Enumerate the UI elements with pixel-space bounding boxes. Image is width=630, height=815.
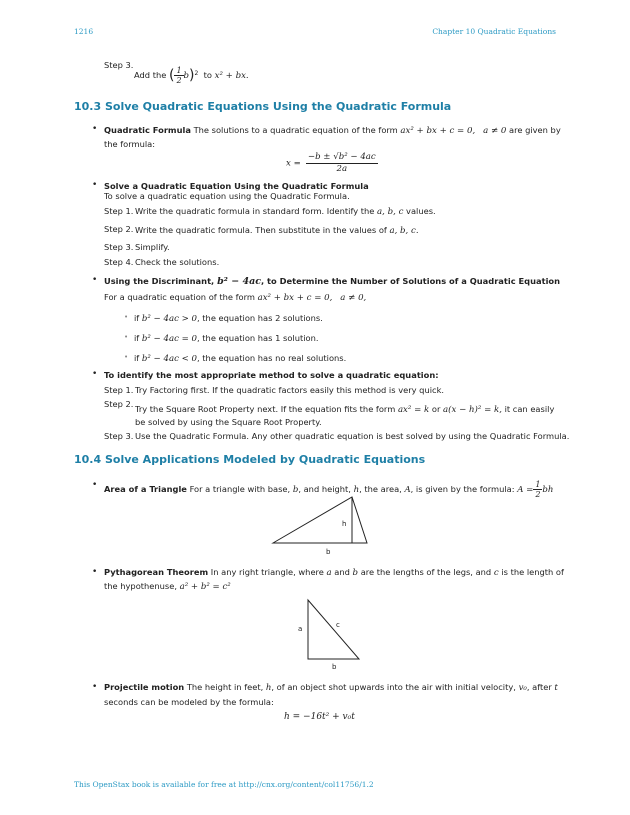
step-label: Step 3. [104,60,134,70]
math: A [404,485,411,495]
bullet: • [92,275,98,285]
frac-den: 2 [176,76,182,85]
text: values. [406,206,436,216]
math: b [352,568,359,578]
condition: a ≠ 0, [340,293,367,303]
condition: a ≠ 0 [483,126,507,136]
triangle-area-diagram [270,495,370,555]
term: Quadratic Formula [104,125,191,135]
intro: To solve a quadratic equation using the Quadratic Formula. [104,191,350,201]
text: , the equation has 2 solutions. [197,313,323,323]
math: b² − 4ac > 0 [141,314,198,324]
math: v₀ [518,683,527,693]
disc-case [134,313,323,324]
equation: a² + b² = c² [179,582,231,592]
term: To identify the most appropriate method to solve a quadratic equation: [104,370,439,380]
frac-den: 2 [535,490,541,499]
step-text: Use the Quadratic Formula. Any other quadratic equation is best solved by using the Quadratic Formula. [135,431,570,441]
math: a [326,568,332,578]
disc-case [134,353,346,364]
text: and [334,567,350,577]
disc-intro [104,292,366,303]
bullet: • [92,369,98,379]
triangle [273,497,367,543]
equation: ax² + bx + c = 0, [400,126,476,136]
text: For a triangle with base, [189,484,291,494]
label-h: h [342,520,347,528]
math: h [353,485,360,495]
step-text: Try Factoring first. If the quadratic factors easily this method is very quick. [135,385,445,395]
text: or [431,404,441,414]
term: Solve a Quadratic Equation Using the Quadratic Formula [104,181,369,191]
formula-fraction [306,152,378,175]
math: h [265,683,272,693]
bullet: • [92,682,98,692]
math: a, b, c. [389,226,419,236]
math: t [554,683,558,693]
text: if [134,333,140,343]
math: a, b, c [377,207,404,217]
step-text: Check the solutions. [135,257,220,267]
math: b² − 4ac < 0 [141,354,198,364]
formula-lhs: x = [286,158,301,169]
projectile-formula: h = −16t² + v₀t [284,712,355,722]
math: ax² = k [397,405,430,415]
bullet: • [92,180,98,190]
step-label: Step 2. [104,224,134,234]
label-b: b [332,663,337,671]
footer: This OpenStax book is available for free at http://cnx.org/content/col11756/1.2 [74,780,374,789]
step-text [135,404,554,415]
step-label: Step 1. [104,206,134,216]
text: The height in feet, [186,682,264,692]
section-title: 10.4 Solve Applications Modeled by Quadratic Equations [74,453,426,466]
triangle [308,600,359,659]
pyth-line2 [104,581,231,592]
step-text [135,206,436,217]
text: In any right triangle, where [210,567,324,577]
term: Pythagorean Theorem [104,567,209,577]
formula-den: 2a [336,164,348,174]
math: bh [542,485,554,495]
step-text: be solved by using the Square Root Property. [135,417,322,427]
sub-bullet: • [124,313,129,321]
text: , is given by the formula: [410,484,515,494]
label-a: a [298,625,303,633]
text: is the length of [501,567,564,577]
step-label: Step 2. [104,399,134,409]
text: , and height, [298,484,351,494]
proj-line [104,682,558,693]
math: a(x − h)² = k, [443,405,502,415]
step3-add: Add the [134,70,167,80]
sub-bullet: • [124,353,129,361]
formula-num: −b ± √b² − 4ac [307,152,376,162]
math: b² − 4ac [217,276,262,287]
paren: ( [168,67,175,84]
math: A = [517,485,534,495]
label-c: c [336,621,340,629]
step-label: Step 3. [104,431,134,441]
step3-content [134,66,249,85]
text: Write the quadratic formula in standard form. Identify the [135,206,375,216]
step-text [135,225,419,236]
text: Using the Discriminant, [104,276,215,286]
equation: ax² + bx + c = 0, [257,293,333,303]
expression: x² + bx. [214,71,249,81]
text: are the lengths of the legs, and [360,567,492,577]
math: b² − 4ac = 0 [141,334,198,344]
math: c [493,568,499,578]
bullet: • [92,480,98,490]
bullet: • [92,124,98,134]
text: the hypothenuse, [104,581,177,591]
exponent: 2 [194,70,199,77]
text: Try the Square Root Property next. If the equation fits the form [135,404,396,414]
term: Area of a Triangle [104,484,187,494]
fraction [174,66,183,85]
qf-line2: the formula: [104,139,156,149]
label-b: b [326,548,331,555]
text: The solutions to a quadratic equation of the form [193,125,398,135]
section-title: 10.3 Solve Quadratic Equations Using the Quadratic Formula [74,100,452,113]
paren: ) [189,67,195,84]
step-label: Step 1. [104,385,134,395]
sub-bullet: • [124,333,129,341]
text: , after [526,682,552,692]
step-label: Step 4. [104,257,134,267]
text: if [134,353,140,363]
text: are given by [509,125,561,135]
page-number: 1216 [74,27,94,36]
proj-line2: seconds can be modeled by the formula: [104,697,274,707]
var-b: b [183,71,190,81]
disc-case [134,333,319,344]
text: , to Determine the Number of Solutions of a Quadratic Equation [261,276,561,286]
term [104,276,560,287]
frac-num: 1 [176,66,182,75]
quadratic-formula [286,152,378,175]
step-text: Simplify. [135,242,170,252]
term: Projectile motion [104,682,185,692]
frac-num: 1 [535,480,541,489]
qf-line1 [104,125,561,136]
text: For a quadratic equation of the form [104,292,255,302]
pyth-line [104,567,564,578]
text: , of an object shot upwards into the air with initial velocity, [271,682,516,692]
text: Write the quadratic formula. Then substitute in the values of [135,225,387,235]
right-triangle-diagram [296,598,366,672]
text: , the equation has no real solutions. [197,353,347,363]
text: , the area, [359,484,402,494]
running-header: Chapter 10 Quadratic Equations [432,27,556,36]
step-label: Step 3. [104,242,134,252]
text: if [134,313,140,323]
to-word: to [203,70,212,80]
math: b [292,485,299,495]
text: , the equation has 1 solution. [197,333,319,343]
bullet: • [92,567,98,577]
text: it can easily [504,404,555,414]
